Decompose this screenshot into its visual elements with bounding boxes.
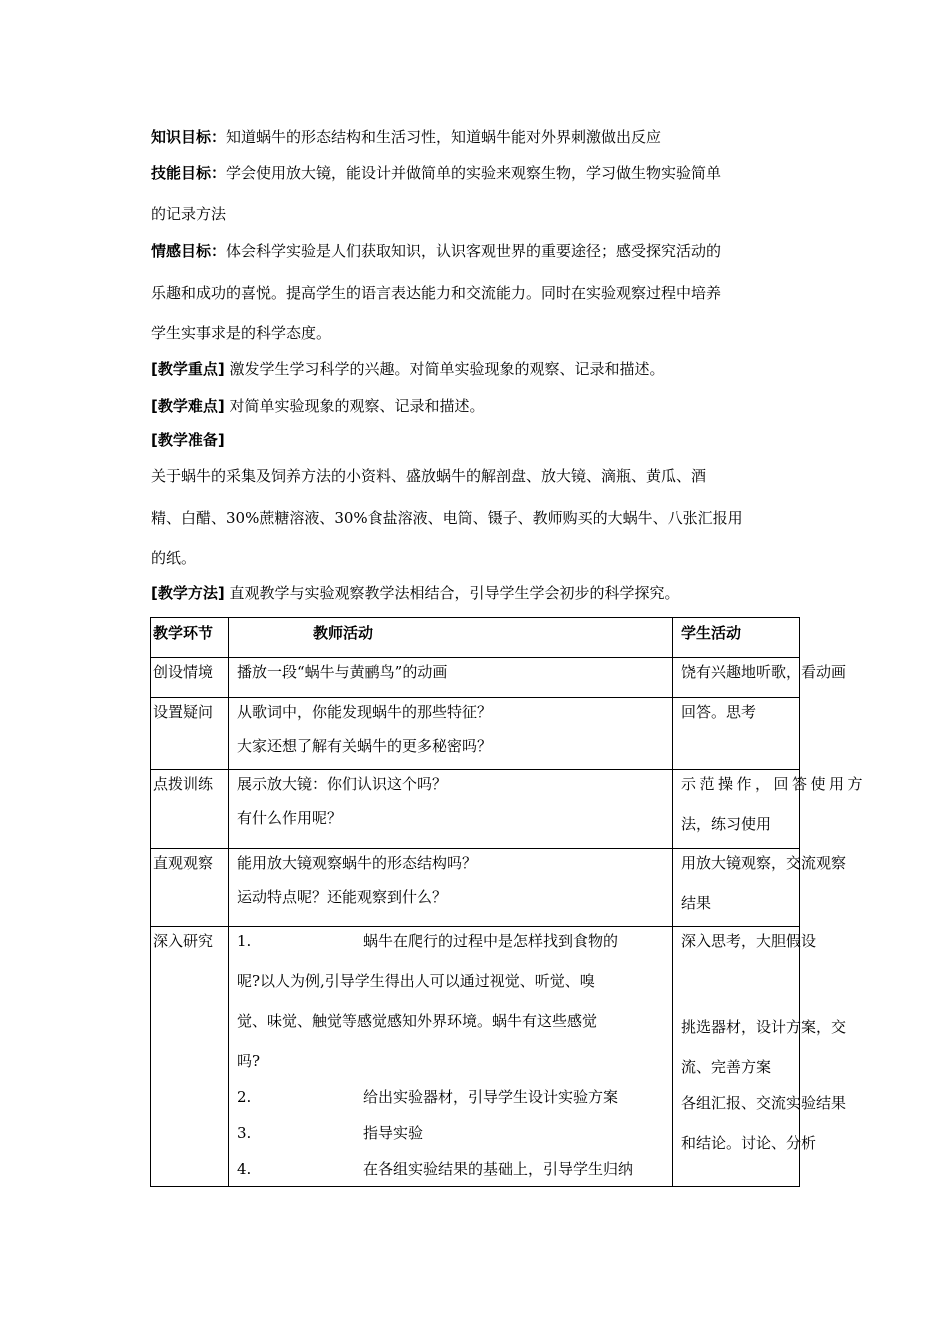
teaching-method-label: [教学方法]: [151, 584, 225, 602]
teacher-activity: 运动特点呢？还能观察到什么？: [237, 888, 448, 906]
student-activity: 挑选器材，设计方案，交: [681, 1018, 847, 1036]
emotion-objective-label: 情感目标：: [151, 242, 227, 260]
student-activity: 各组汇报、交流实验结果: [681, 1094, 847, 1112]
key-points-label: [教学重点]: [151, 360, 225, 378]
header-stage: 教学环节: [153, 624, 214, 642]
header-teacher: 教师活动: [313, 624, 374, 642]
emotion-objective-text-3: 学生实事求是的科学态度。: [151, 324, 332, 342]
teacher-step-number: 3.: [237, 1124, 252, 1142]
emotion-objective: [151, 241, 721, 261]
student-activity: 法，练习使用: [681, 815, 772, 833]
teacher-activity: 有什么作用呢？: [237, 809, 343, 827]
preparation-line-1: 关于蜗牛的采集及饲养方法的小资料、盛放蜗牛的解剖盘、放大镜、滴瓶、黄瓜、酒: [151, 467, 707, 485]
table-row: [151, 849, 800, 927]
teacher-step-number: 2.: [237, 1088, 252, 1106]
teaching-method: [151, 583, 680, 603]
teacher-step-text: 呢?以人为例,引导学生得出人可以通过视觉、听觉、嗅: [237, 972, 595, 990]
skill-objective-text-2: 的记录方法: [151, 205, 227, 223]
teacher-step-text: 吗?: [237, 1052, 261, 1070]
knowledge-objective-text: 知道蜗牛的形态结构和生活习性，知道蜗牛能对外界刺激做出反应: [226, 128, 662, 146]
student-activity: 流、完善方案: [681, 1058, 772, 1076]
student-activity: 和结论。讨论、分析: [681, 1134, 817, 1152]
header-student: 学生活动: [681, 624, 742, 642]
teacher-activity: 能用放大镜观察蜗牛的形态结构吗？: [237, 854, 478, 872]
student-activity: 深入思考，大胆假设: [681, 932, 817, 950]
table-row: [151, 698, 800, 770]
emotion-objective-text-2: 乐趣和成功的喜悦。提高学生的语言表达能力和交流能力。同时在实验观察过程中培养: [151, 284, 722, 302]
stage-cell: 设置疑问: [153, 703, 214, 721]
difficulties: [151, 396, 485, 416]
stage-cell: 直观观察: [153, 854, 214, 872]
preparation-line-2: 精、白醋、30%蔗糖溶液、30%食盐溶液、电筒、镊子、教师购买的大蜗牛、八张汇报用: [151, 509, 743, 527]
teacher-step-text: 在各组实验结果的基础上，引导学生归纳: [363, 1160, 634, 1178]
preparation-label: [教学准备]: [151, 431, 225, 449]
knowledge-objective: [151, 127, 661, 147]
teacher-step-text: 觉、味觉、触觉等感觉感知外界环境。蜗牛有这些感觉: [237, 1012, 598, 1030]
emotion-objective-text-1: 体会科学实验是人们获取知识，认识客观世界的重要途径；感受探究活动的: [226, 242, 722, 260]
key-points-text: 激发学生学习科学的兴趣。对简单实验现象的观察、记录和描述。: [229, 360, 665, 378]
teacher-step-text: 给出实验器材，引导学生设计实验方案: [363, 1088, 619, 1106]
teacher-activity: 大家还想了解有关蜗牛的更多秘密吗？: [237, 737, 493, 755]
teacher-activity: 展示放大镜：你们认识这个吗？: [237, 775, 448, 793]
key-points: [151, 359, 665, 379]
stage-cell: 深入研究: [153, 932, 214, 950]
teacher-activity: 播放一段“蜗牛与黄鹂鸟”的动画: [237, 663, 448, 681]
student-activity: 用放大镜观察，交流观察: [681, 854, 847, 872]
teacher-activity: 从歌词中，你能发现蜗牛的那些特征？: [237, 703, 493, 721]
skill-objective-text-1: 学会使用放大镜，能设计并做简单的实验来观察生物，学习做生物实验简单: [226, 164, 722, 182]
teacher-step-number: 1.: [237, 932, 252, 950]
difficulties-text: 对简单实验现象的观察、记录和描述。: [229, 397, 485, 415]
skill-objective: [151, 163, 721, 183]
stage-cell: 创设情境: [153, 663, 214, 681]
teacher-step-text: 指导实验: [363, 1124, 424, 1142]
preparation-line-3: 的纸。: [151, 549, 197, 567]
difficulties-label: [教学难点]: [151, 397, 225, 415]
table-row: [151, 927, 800, 1187]
teacher-step-text: 蜗牛在爬行的过程中是怎样找到食物的: [363, 932, 619, 950]
skill-objective-label: 技能目标：: [151, 164, 227, 182]
table-row: [151, 770, 800, 849]
stage-cell: 点拨训练: [153, 775, 214, 793]
knowledge-objective-label: 知识目标：: [151, 128, 227, 146]
student-activity: 回答。思考: [681, 703, 757, 721]
lesson-plan-table: [150, 617, 867, 1187]
teacher-step-number: 4.: [237, 1160, 252, 1178]
table-row: [151, 658, 800, 698]
table-header-row: [151, 618, 800, 658]
teaching-method-text: 直观教学与实验观察教学法相结合，引导学生学会初步的科学探究。: [229, 584, 680, 602]
student-activity: 示范操作，回答使用方: [681, 775, 867, 793]
student-activity: 结果: [681, 894, 712, 912]
student-activity: 饶有兴趣地听歌，看动画: [681, 663, 847, 681]
